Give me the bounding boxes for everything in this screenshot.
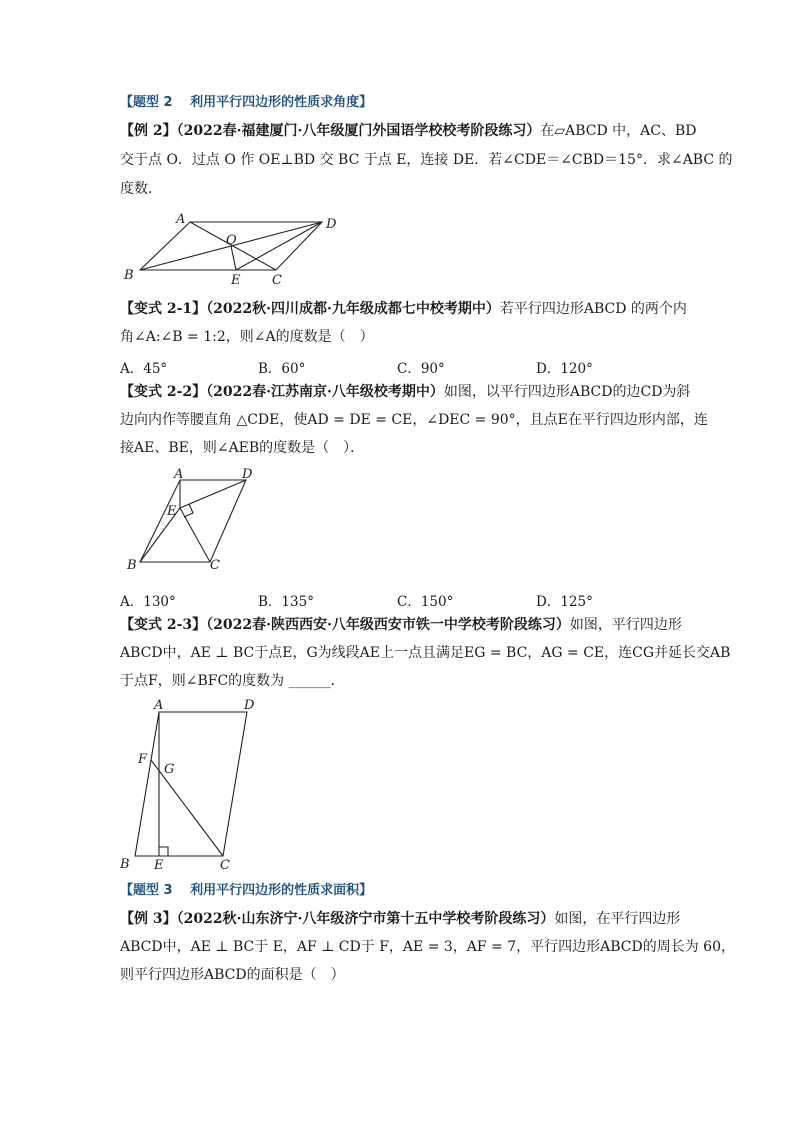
fig1-label-c: C [272, 273, 282, 286]
fig3-label-e: E [154, 858, 164, 873]
variant-2-3-line-3: 于点F，则∠BFC的度数为 ______． [120, 673, 345, 689]
fig3-label-a: A [154, 698, 164, 713]
fig1-label-d: D [326, 217, 337, 232]
fig3-label-d: D [244, 698, 255, 713]
fig3-label-b: B [120, 857, 130, 872]
variant-2-1-text-1: 若平行四边形ABCD 的两个内 [499, 301, 687, 317]
variant-2-3-line-2: ABCD中，AE ⊥ BC于点E，G为线段AE上一点且满足EG = BC，AG = CE，连CG并延长交AB [120, 645, 731, 661]
figure-3-parallelogram [112, 696, 272, 876]
fig2-segment-ec [180, 508, 210, 562]
variant-2-1-option-a[interactable]: A．45° [120, 361, 168, 377]
fig3-label-f: F [138, 752, 148, 767]
variant-2-1-option-d[interactable]: D．120° [536, 361, 593, 377]
variant-2-2-line-3: 接AE、BE，则∠AEB的度数是（ ）． [120, 440, 365, 456]
variant-2-2-option-a[interactable]: A．130° [120, 594, 176, 610]
variant-2-2-option-b[interactable]: B．135° [258, 594, 314, 610]
fig1-label-o: O [226, 233, 237, 248]
variant-2-2-line-1 [120, 383, 690, 401]
variant-2-3-tag: 【变式 2-3】 [120, 617, 207, 633]
fig2-label-b: B [127, 558, 137, 573]
fig3-right-angle-mark [159, 847, 168, 856]
section-3-title: 【题型 3 利用平行四边形的性质求面积】 [120, 883, 373, 898]
variant-2-2-text-1: 如图，以平行四边形ABCD的边CD为斜 [443, 384, 691, 400]
fig1-label-b: B [124, 268, 134, 283]
variant-2-1-option-b[interactable]: B．60° [258, 361, 306, 377]
variant-2-1-line-2: 角∠A:∠B = 1:2，则∠A的度数是（ ） [120, 329, 374, 345]
figure-2-parallelogram [118, 464, 268, 576]
variant-2-2-option-d[interactable]: D．125° [536, 594, 593, 610]
example-3-line-3: 则平行四边形ABCD的面积是（ ） [120, 967, 345, 983]
example-3-text-1: 如图，在平行四边形 [554, 911, 681, 927]
example-2-line-1 [120, 122, 697, 140]
example-2-tag: 【例 2】 [120, 123, 177, 139]
variant-2-3-line-1 [120, 616, 682, 634]
fig3-label-g: G [164, 762, 175, 777]
variant-2-1-tag: 【变式 2-1】 [120, 301, 207, 317]
variant-2-2-tag: 【变式 2-2】 [120, 384, 207, 400]
example-2-text-1: 在▱ABCD 中，AC、BD [540, 123, 697, 139]
fig3-segment-fc [151, 760, 223, 856]
variant-2-2-source: （2022春·江苏南京·八年级校考期中） [206, 384, 444, 400]
fig3-parallelogram [135, 712, 247, 856]
example-3-source: （2022秋·山东济宁·八年级济宁市第十五中学校考阶段练习） [176, 911, 555, 927]
variant-2-3-source: （2022春·陕西西安·八年级西安市铁一中学校考阶段练习） [206, 617, 570, 633]
variant-2-1-line-1 [120, 300, 687, 318]
fig2-label-a: A [174, 467, 184, 482]
variant-2-1-source: （2022秋·四川成都·九年级成都七中校考期中） [206, 301, 500, 317]
variant-2-2-option-c[interactable]: C．150° [397, 594, 454, 610]
fig1-label-e: E [231, 273, 241, 286]
example-2-line-2: 交于点 O．过点 O 作 OE⊥BD 交 BC 于点 E，连接 DE．若∠CDE＝∠CBD＝15°．求∠ABC 的 [120, 152, 733, 168]
example-2-line-3: 度数． [120, 181, 162, 197]
fig1-label-a: A [176, 212, 186, 227]
variant-2-1-option-c[interactable]: C．90° [397, 361, 445, 377]
fig2-parallelogram [140, 480, 246, 562]
fig3-label-c: C [220, 858, 230, 873]
fig2-label-d: D [242, 467, 253, 482]
figure-1-parallelogram [118, 206, 348, 286]
variant-2-2-line-2: 边向内作等腰直角 △CDE，使AD = DE = CE，∠DEC = 90°，且点E在平行四边形内部，连 [120, 412, 708, 428]
variant-2-3-text-1: 如图，平行四边形 [569, 617, 682, 633]
fig2-label-c: C [210, 558, 220, 573]
example-2-source: （2022春·福建厦门·八年级厦门外国语学校校考阶段练习） [176, 123, 541, 139]
fig1-segment-oe [231, 246, 236, 270]
example-3-line-1 [120, 910, 680, 928]
fig1-segment-de [236, 222, 322, 270]
fig2-label-e: E [167, 504, 177, 519]
section-2-title: 【题型 2 利用平行四边形的性质求角度】 [120, 95, 373, 110]
example-3-line-2: ABCD中，AE ⊥ BC于 E，AF ⊥ CD于 F，AE = 3，AF = 7，平行四边形ABCD的周长为 60， [120, 939, 736, 955]
example-3-tag: 【例 3】 [120, 911, 177, 927]
